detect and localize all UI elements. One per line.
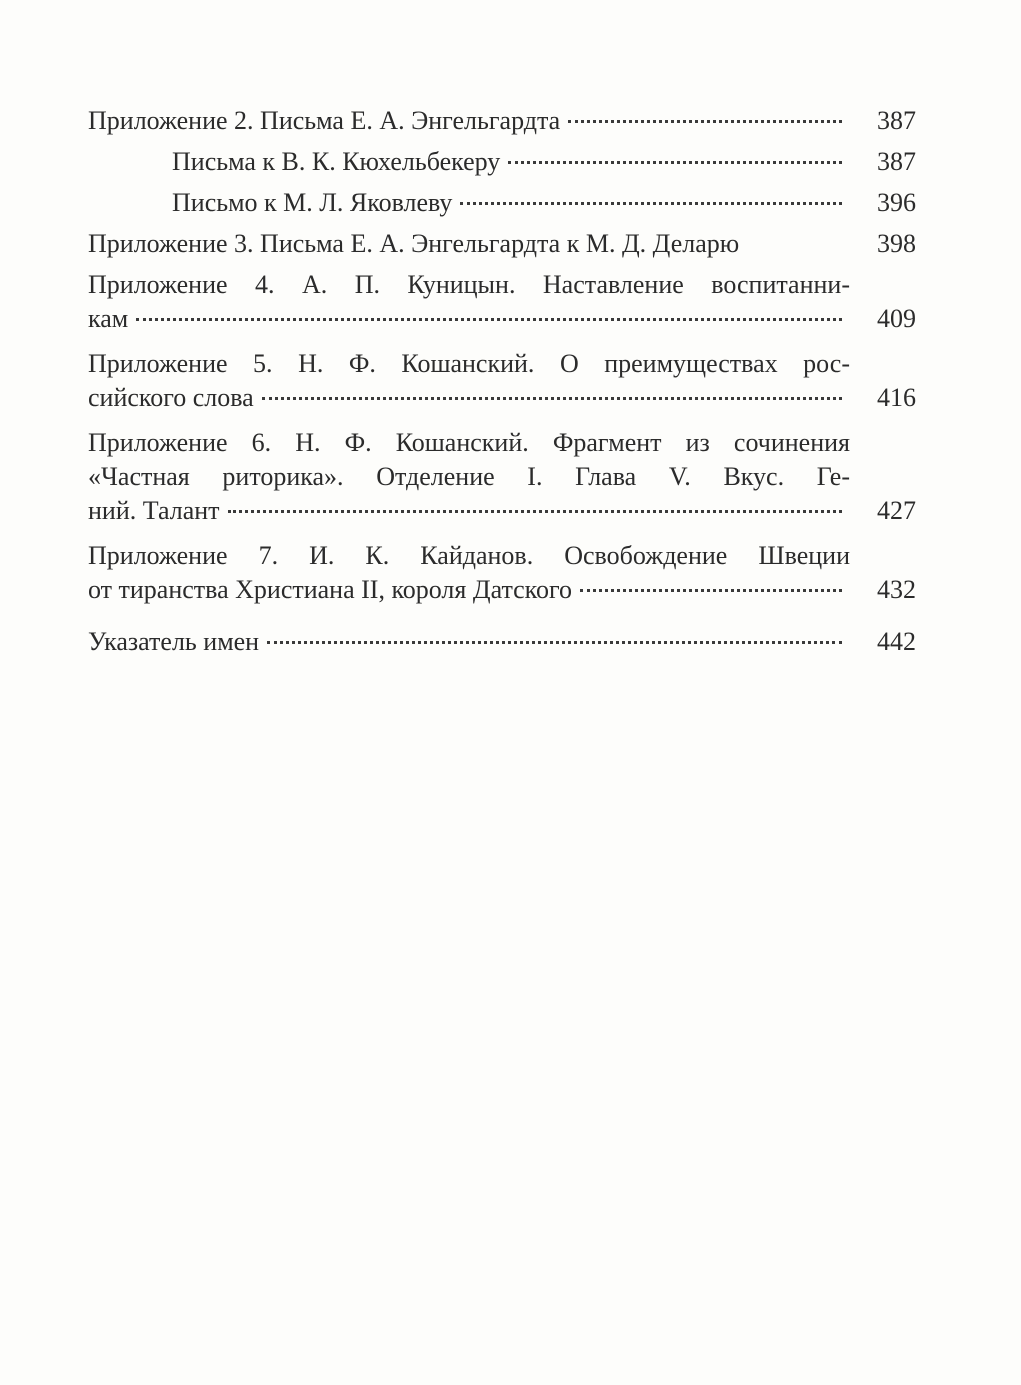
dot-leader bbox=[580, 589, 842, 592]
page-number: 432 bbox=[877, 575, 916, 604]
toc-entry-title: Письма к В. К. Кюхельбекеру bbox=[172, 147, 501, 176]
toc-entry-title: Приложение 3. Письма Е. А. Энгельгардта к М. Д. Деларю bbox=[88, 229, 740, 258]
toc-entry-title-end: кам bbox=[88, 304, 129, 333]
page-number: 416 bbox=[877, 383, 916, 412]
dot-leader bbox=[568, 120, 842, 123]
toc-entry-appendix-3[interactable] bbox=[88, 227, 916, 261]
toc-entry-title-end: от тиранства Христиана II, короля Датского bbox=[88, 575, 572, 604]
toc-entry-appendix-6[interactable] bbox=[88, 426, 916, 528]
toc-entry-appendix-4[interactable] bbox=[88, 268, 916, 336]
toc-entry-title-end: сийского слова bbox=[88, 383, 254, 412]
toc-entry-title-line: Приложение 6. Н. Ф. Кошанский. Фрагмент из сочинения bbox=[88, 428, 850, 457]
page-number: 396 bbox=[877, 188, 916, 217]
dot-leader bbox=[262, 397, 842, 400]
toc-subentry-yakovlev[interactable] bbox=[88, 186, 916, 220]
page-number: 398 bbox=[877, 229, 916, 258]
toc-entry-name-index[interactable] bbox=[88, 625, 916, 659]
toc-entry-title-line: «Частная риторика». Отделение I. Глава V. Вкус. Ге- bbox=[88, 462, 850, 491]
toc-entry-appendix-2[interactable] bbox=[88, 104, 916, 138]
page-number: 427 bbox=[877, 496, 916, 525]
page-number: 409 bbox=[877, 304, 916, 333]
dot-leader bbox=[267, 641, 842, 644]
table-of-contents bbox=[88, 104, 916, 659]
toc-entry-title-line: Приложение 4. А. П. Куницын. Наставление воспитанни- bbox=[88, 270, 850, 299]
page-number: 387 bbox=[877, 147, 916, 176]
dot-leader bbox=[508, 161, 842, 164]
page-number: 442 bbox=[877, 627, 916, 656]
toc-entry-appendix-7[interactable] bbox=[88, 539, 916, 607]
toc-entry-appendix-5[interactable] bbox=[88, 347, 916, 415]
dot-leader bbox=[228, 510, 842, 513]
toc-entry-title-line: Приложение 7. И. К. Кайданов. Освобождение Швеции bbox=[88, 541, 850, 570]
toc-entry-title: Указатель имен bbox=[88, 627, 260, 656]
toc-entry-title-end: ний. Талант bbox=[88, 496, 220, 525]
dot-leader bbox=[460, 202, 842, 205]
toc-entry-title-line: Приложение 5. Н. Ф. Кошанский. О преимуществах рос- bbox=[88, 349, 850, 378]
toc-entry-title: Письмо к М. Л. Яковлеву bbox=[172, 188, 453, 217]
toc-entry-title: Приложение 2. Письма Е. А. Энгельгардта bbox=[88, 106, 561, 135]
dot-leader bbox=[136, 318, 842, 321]
toc-subentry-kuechelbecker[interactable] bbox=[88, 145, 916, 179]
page-number: 387 bbox=[877, 106, 916, 135]
